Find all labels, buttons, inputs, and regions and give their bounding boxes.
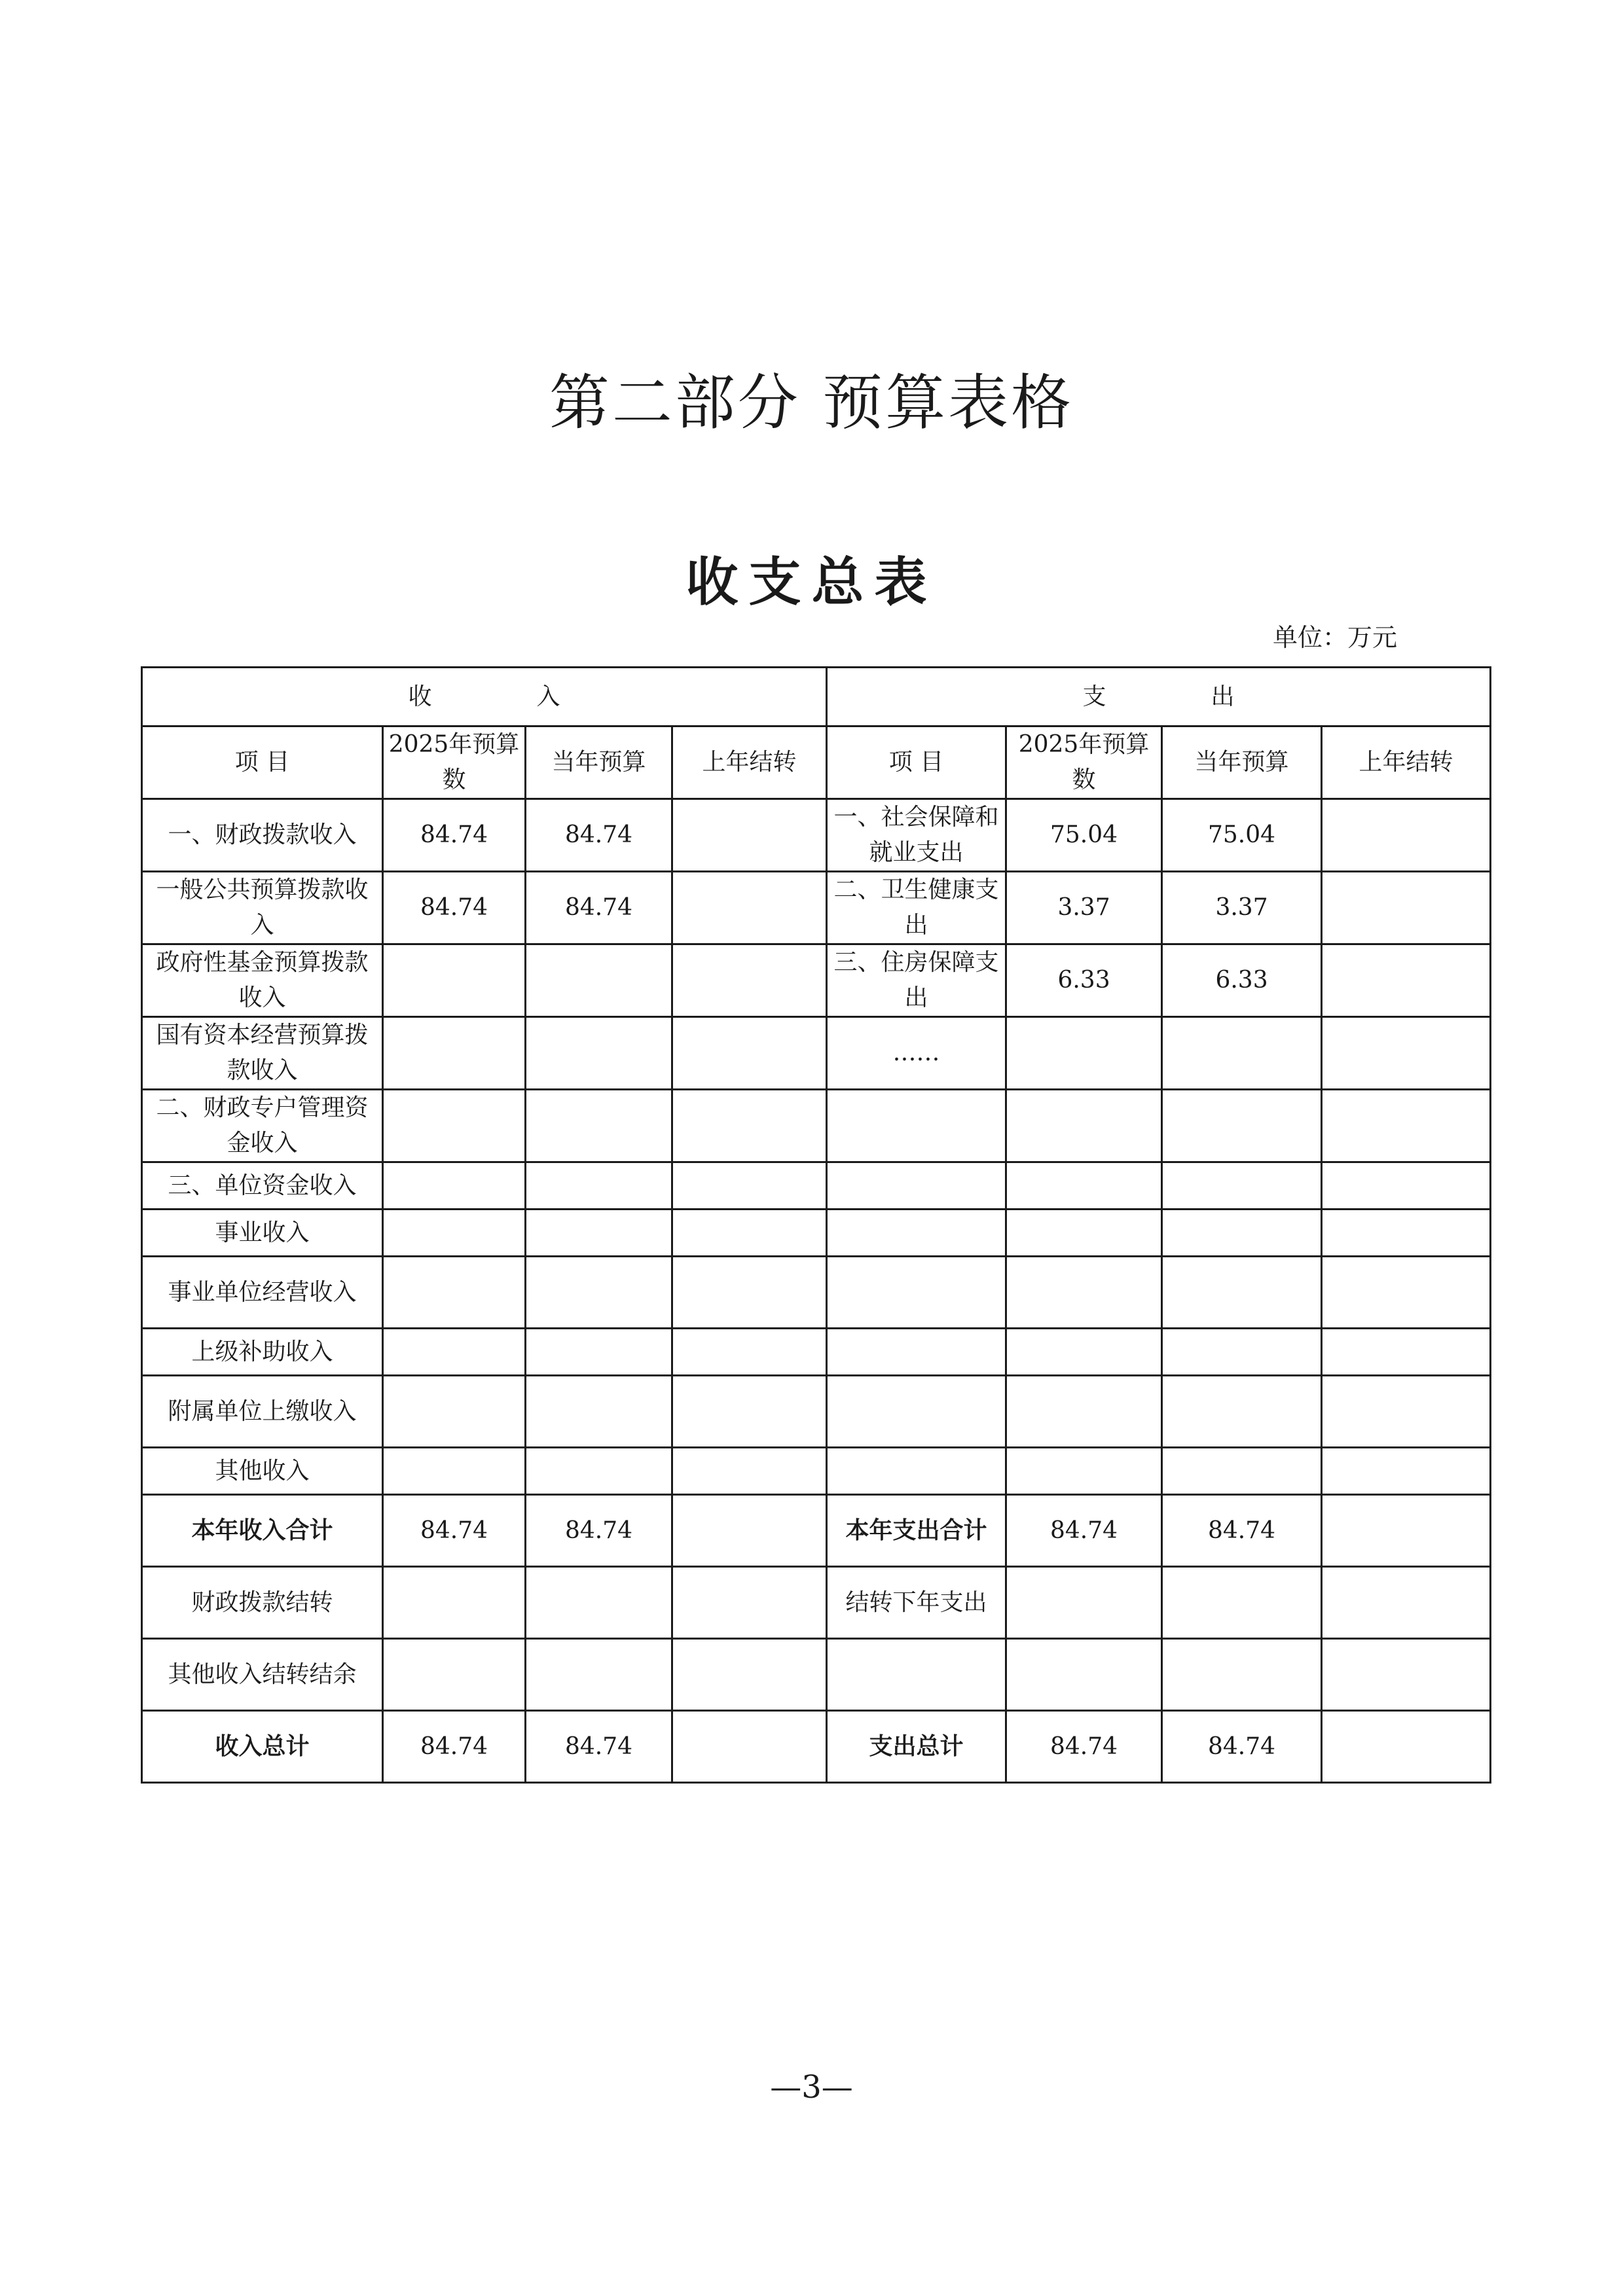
expense-budget-cell bbox=[1006, 1257, 1162, 1329]
expense-item-cell: 本年支出合计 bbox=[827, 1495, 1006, 1567]
income-carry-cell bbox=[672, 872, 827, 944]
page-number: —3— bbox=[770, 2069, 853, 2106]
income-carry-cell bbox=[672, 1639, 827, 1711]
income-carry-cell bbox=[672, 1090, 827, 1162]
income-item-cell: 国有资本经营预算拨款收入 bbox=[142, 1017, 383, 1090]
expense-current-cell: 6.33 bbox=[1162, 944, 1322, 1017]
expense-item-cell bbox=[827, 1090, 1006, 1162]
income-budget-cell: 84.74 bbox=[383, 872, 526, 944]
income-current-cell: 84.74 bbox=[526, 799, 672, 872]
expense-current-cell bbox=[1162, 1567, 1322, 1639]
expense-carry-cell bbox=[1322, 872, 1491, 944]
expense-carry-cell bbox=[1322, 1329, 1491, 1376]
income-carry-cell bbox=[672, 944, 827, 1017]
expense-carry-cell bbox=[1322, 1210, 1491, 1257]
expense-current-cell: 84.74 bbox=[1162, 1495, 1322, 1567]
expense-current-cell: 3.37 bbox=[1162, 872, 1322, 944]
expense-item-cell bbox=[827, 1376, 1006, 1448]
income-current-cell bbox=[526, 1376, 672, 1448]
income-budget-cell bbox=[383, 1329, 526, 1376]
column-header-row bbox=[142, 726, 1491, 799]
income-carry-cell bbox=[672, 1448, 827, 1495]
table-row bbox=[142, 799, 1491, 872]
expense-col-carry: 上年结转 bbox=[1322, 726, 1491, 799]
income-carry-cell bbox=[672, 799, 827, 872]
income-budget-cell: 84.74 bbox=[383, 799, 526, 872]
income-current-cell bbox=[526, 1162, 672, 1210]
income-current-cell bbox=[526, 1639, 672, 1711]
table-row bbox=[142, 1090, 1491, 1162]
expense-carry-cell bbox=[1322, 1257, 1491, 1329]
expense-budget-cell bbox=[1006, 1090, 1162, 1162]
expense-item-cell: 二、卫生健康支出 bbox=[827, 872, 1006, 944]
income-budget-cell bbox=[383, 1210, 526, 1257]
expense-carry-cell bbox=[1322, 1639, 1491, 1711]
income-current-cell bbox=[526, 1090, 672, 1162]
expense-item-cell bbox=[827, 1210, 1006, 1257]
expense-item-cell bbox=[827, 1639, 1006, 1711]
income-current-cell bbox=[526, 944, 672, 1017]
expense-budget-cell: 84.74 bbox=[1006, 1711, 1162, 1783]
expense-budget-cell: 75.04 bbox=[1006, 799, 1162, 872]
table-row bbox=[142, 1257, 1491, 1329]
income-budget-cell bbox=[383, 944, 526, 1017]
income-current-cell bbox=[526, 1448, 672, 1495]
expense-item-cell bbox=[827, 1329, 1006, 1376]
expense-current-cell: 75.04 bbox=[1162, 799, 1322, 872]
income-item-cell: 一般公共预算拨款收入 bbox=[142, 872, 383, 944]
income-item-cell: 三、单位资金收入 bbox=[142, 1162, 383, 1210]
expense-item-cell bbox=[827, 1448, 1006, 1495]
income-current-cell bbox=[526, 1210, 672, 1257]
expense-budget-cell bbox=[1006, 1376, 1162, 1448]
expense-current-cell bbox=[1162, 1639, 1322, 1711]
income-item-cell: 上级补助收入 bbox=[142, 1329, 383, 1376]
income-col-carry: 上年结转 bbox=[672, 726, 827, 799]
income-item-cell: 附属单位上缴收入 bbox=[142, 1376, 383, 1448]
income-current-cell bbox=[526, 1017, 672, 1090]
income-current-cell: 84.74 bbox=[526, 1711, 672, 1783]
expense-item-cell bbox=[827, 1162, 1006, 1210]
expense-current-cell bbox=[1162, 1017, 1322, 1090]
income-item-cell: 本年收入合计 bbox=[142, 1495, 383, 1567]
expense-budget-cell bbox=[1006, 1210, 1162, 1257]
table-row bbox=[142, 1210, 1491, 1257]
expense-current-cell bbox=[1162, 1210, 1322, 1257]
expense-item-cell: …… bbox=[827, 1017, 1006, 1090]
income-current-cell bbox=[526, 1329, 672, 1376]
income-item-cell: 事业收入 bbox=[142, 1210, 383, 1257]
income-budget-cell: 84.74 bbox=[383, 1711, 526, 1783]
expense-budget-cell: 84.74 bbox=[1006, 1495, 1162, 1567]
table-row bbox=[142, 872, 1491, 944]
unit-label: 单位：万元 bbox=[1272, 623, 1397, 652]
income-col-budget: 2025年预算数 bbox=[383, 726, 526, 799]
expense-budget-cell bbox=[1006, 1329, 1162, 1376]
income-carry-cell bbox=[672, 1711, 827, 1783]
expense-carry-cell bbox=[1322, 799, 1491, 872]
income-current-cell bbox=[526, 1567, 672, 1639]
table-title: 收支总表 bbox=[685, 552, 938, 613]
expense-current-cell bbox=[1162, 1376, 1322, 1448]
section-header-row bbox=[142, 668, 1491, 726]
table-row bbox=[142, 1639, 1491, 1711]
expense-col-current: 当年预算 bbox=[1162, 726, 1322, 799]
table-row bbox=[142, 1017, 1491, 1090]
expense-budget-cell: 3.37 bbox=[1006, 872, 1162, 944]
income-carry-cell bbox=[672, 1329, 827, 1376]
table-row bbox=[142, 1376, 1491, 1448]
income-budget-cell bbox=[383, 1090, 526, 1162]
income-item-cell: 政府性基金预算拨款收入 bbox=[142, 944, 383, 1017]
expense-col-budget: 2025年预算数 bbox=[1006, 726, 1162, 799]
income-carry-cell bbox=[672, 1567, 827, 1639]
expense-item-cell: 结转下年支出 bbox=[827, 1567, 1006, 1639]
budget-summary-table bbox=[141, 666, 1491, 1784]
expense-carry-cell bbox=[1322, 1711, 1491, 1783]
expense-current-cell: 84.74 bbox=[1162, 1711, 1322, 1783]
income-budget-cell bbox=[383, 1017, 526, 1090]
expense-carry-cell bbox=[1322, 944, 1491, 1017]
income-item-cell: 二、财政专户管理资金收入 bbox=[142, 1090, 383, 1162]
income-item-cell: 收入总计 bbox=[142, 1711, 383, 1783]
table-row bbox=[142, 1495, 1491, 1567]
income-current-cell: 84.74 bbox=[526, 1495, 672, 1567]
expense-budget-cell bbox=[1006, 1017, 1162, 1090]
income-item-cell: 财政拨款结转 bbox=[142, 1567, 383, 1639]
expense-item-cell bbox=[827, 1257, 1006, 1329]
income-section-header: 收 入 bbox=[142, 668, 827, 726]
income-item-cell: 其他收入结转结余 bbox=[142, 1639, 383, 1711]
expense-budget-cell: 6.33 bbox=[1006, 944, 1162, 1017]
income-current-cell bbox=[526, 1257, 672, 1329]
expense-section-header: 支 出 bbox=[827, 668, 1491, 726]
expense-budget-cell bbox=[1006, 1448, 1162, 1495]
income-item-cell: 一、财政拨款收入 bbox=[142, 799, 383, 872]
part-title: 第二部分 预算表格 bbox=[549, 368, 1074, 438]
income-budget-cell bbox=[383, 1448, 526, 1495]
expense-col-item: 项 目 bbox=[827, 726, 1006, 799]
expense-carry-cell bbox=[1322, 1448, 1491, 1495]
income-budget-cell bbox=[383, 1567, 526, 1639]
income-col-item: 项 目 bbox=[142, 726, 383, 799]
expense-carry-cell bbox=[1322, 1495, 1491, 1567]
expense-budget-cell bbox=[1006, 1639, 1162, 1711]
income-budget-cell bbox=[383, 1162, 526, 1210]
expense-carry-cell bbox=[1322, 1567, 1491, 1639]
expense-carry-cell bbox=[1322, 1090, 1491, 1162]
income-carry-cell bbox=[672, 1495, 827, 1567]
expense-current-cell bbox=[1162, 1448, 1322, 1495]
income-carry-cell bbox=[672, 1210, 827, 1257]
expense-budget-cell bbox=[1006, 1162, 1162, 1210]
income-budget-cell bbox=[383, 1257, 526, 1329]
income-item-cell: 其他收入 bbox=[142, 1448, 383, 1495]
expense-budget-cell bbox=[1006, 1567, 1162, 1639]
income-current-cell: 84.74 bbox=[526, 872, 672, 944]
income-col-current: 当年预算 bbox=[526, 726, 672, 799]
expense-item-cell: 一、社会保障和就业支出 bbox=[827, 799, 1006, 872]
expense-current-cell bbox=[1162, 1257, 1322, 1329]
table-row bbox=[142, 1711, 1491, 1783]
income-budget-cell bbox=[383, 1376, 526, 1448]
expense-item-cell: 支出总计 bbox=[827, 1711, 1006, 1783]
income-item-cell: 事业单位经营收入 bbox=[142, 1257, 383, 1329]
table-row bbox=[142, 1329, 1491, 1376]
table-row bbox=[142, 1567, 1491, 1639]
table-row bbox=[142, 1162, 1491, 1210]
income-budget-cell bbox=[383, 1639, 526, 1711]
table-row bbox=[142, 944, 1491, 1017]
expense-carry-cell bbox=[1322, 1017, 1491, 1090]
expense-item-cell: 三、住房保障支出 bbox=[827, 944, 1006, 1017]
expense-current-cell bbox=[1162, 1090, 1322, 1162]
table-row bbox=[142, 1448, 1491, 1495]
income-budget-cell: 84.74 bbox=[383, 1495, 526, 1567]
expense-current-cell bbox=[1162, 1162, 1322, 1210]
income-carry-cell bbox=[672, 1017, 827, 1090]
expense-carry-cell bbox=[1322, 1376, 1491, 1448]
expense-current-cell bbox=[1162, 1329, 1322, 1376]
income-carry-cell bbox=[672, 1376, 827, 1448]
expense-carry-cell bbox=[1322, 1162, 1491, 1210]
income-carry-cell bbox=[672, 1257, 827, 1329]
income-carry-cell bbox=[672, 1162, 827, 1210]
